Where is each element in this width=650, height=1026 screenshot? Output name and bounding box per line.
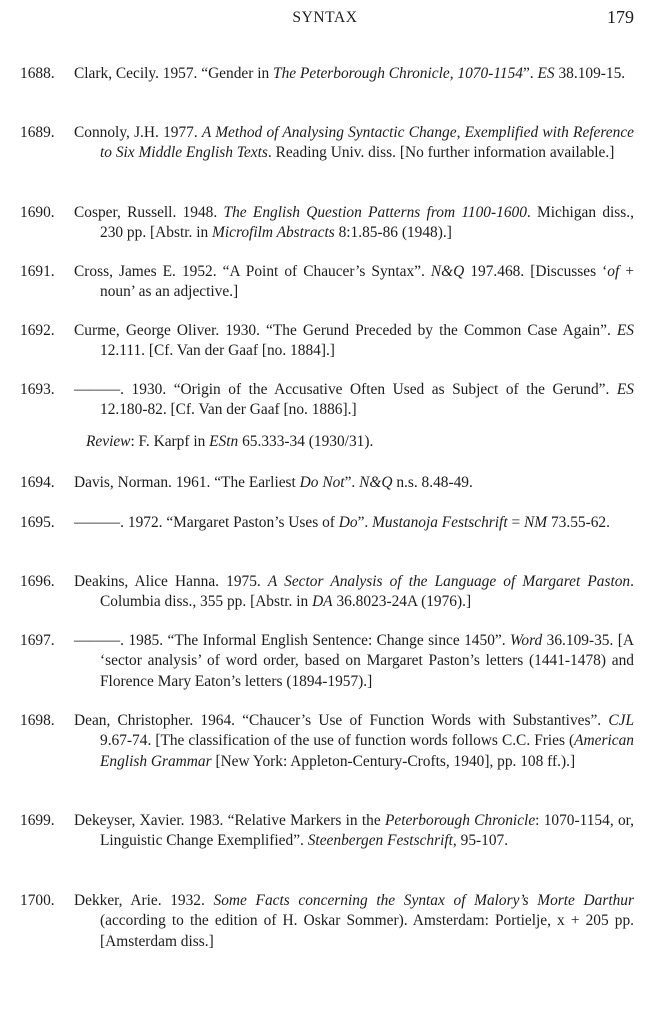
entry-text xyxy=(74,321,634,362)
text-segment: Dekeyser, Xavier. 1983. “Relative Markers in the xyxy=(74,812,385,829)
italic-text-segment: EStn xyxy=(209,433,239,450)
entry-number: 1693. xyxy=(20,381,55,398)
text-segment: : F. Karpf in xyxy=(130,433,210,450)
entry-number: 1689. xyxy=(20,124,55,141)
italic-text-segment: of xyxy=(607,263,620,280)
text-segment: Clark, Cecily. 1957. “Gender in xyxy=(74,65,274,82)
text-segment: n.s. 8.48-49. xyxy=(392,474,473,491)
text-segment: 197.468. [Discusses ‘ xyxy=(464,263,608,280)
text-segment: . Michigan diss., 230 pp. [Abstr. in xyxy=(100,204,634,242)
entry-number: 1694. xyxy=(20,474,55,491)
text-segment: Dean, Christopher. 1964. “Chaucer’s Use of Function Words with Substantives”. xyxy=(74,712,609,729)
entry-text xyxy=(74,64,634,84)
text-segment: 12.111. [Cf. Van der Gaaf [no. 1884].] xyxy=(100,342,335,360)
entry-text xyxy=(74,473,634,493)
entry-text xyxy=(74,123,634,164)
entry-text xyxy=(74,513,634,533)
italic-text-segment: Review xyxy=(86,433,131,450)
italic-text-segment: ES xyxy=(616,322,634,339)
text-segment: Cosper, Russell. 1948. xyxy=(74,204,224,221)
italic-text-segment: CJL xyxy=(608,712,634,729)
entry-text xyxy=(74,631,634,692)
italic-text-segment: The English Question Patterns from 1100-1600 xyxy=(223,204,527,221)
page-number: 179 xyxy=(607,7,634,27)
entry-number: 1700. xyxy=(20,892,55,909)
text-segment: 36.109-35. [A ‘sector analysis’ of word order, based on Margaret Paston’s letters (1441-1478) and Florence Mary Eaton’s letters (1894-1957).] xyxy=(100,632,634,690)
italic-text-segment: N&Q xyxy=(430,263,465,280)
text-segment: Davis, Norman. 1961. “The Earliest xyxy=(74,474,300,491)
italic-text-segment: Some Facts concerning the Syntax of Malory’s Morte Darthur xyxy=(213,892,634,909)
text-segment: ———. 1972. “Margaret Paston’s Uses of xyxy=(74,514,339,531)
page-header xyxy=(0,8,650,32)
italic-text-segment: DA xyxy=(312,593,333,611)
text-segment: (according to the edition of H. Oskar Sommer). Amsterdam: Portielje, x + 205 pp. [Amsterdam diss.] xyxy=(100,912,634,950)
text-segment: Dekker, Arie. 1932. xyxy=(74,892,214,909)
text-segment: 8:1.85-86 (1948).] xyxy=(334,224,452,242)
running-head: SYNTAX xyxy=(292,9,358,26)
text-segment: = xyxy=(507,514,525,531)
entry-number: 1696. xyxy=(20,573,55,590)
italic-text-segment: ES xyxy=(616,381,634,398)
italic-text-segment: Steenbergen Festschrift xyxy=(307,832,453,850)
entry-number: 1697. xyxy=(20,632,55,649)
text-segment: . Columbia diss., 355 pp. [Abstr. in xyxy=(100,573,634,611)
italic-text-segment: A Method of Analysing Syntactic Change, Exemplified with Reference to Six Middle English Texts xyxy=(100,124,634,162)
text-segment: Connoly, J.H. 1977. xyxy=(74,124,202,141)
italic-text-segment: A Sector Analysis of the Language of Margaret Paston xyxy=(267,573,631,590)
entry-text xyxy=(74,572,634,613)
italic-text-segment: NM xyxy=(524,514,548,531)
text-segment: : 1070-1154, or, Linguistic Change Exemplified”. xyxy=(100,812,635,850)
entry-number: 1692. xyxy=(20,322,55,339)
text-segment: ———. 1985. “The Informal English Sentence: Change since 1450”. xyxy=(74,632,510,649)
entry-text xyxy=(74,262,634,303)
text-segment: , 95-107. xyxy=(452,832,509,850)
italic-text-segment: American English Grammar xyxy=(100,732,634,770)
italic-text-segment: The Peterborough Chronicle, 1070-1154 xyxy=(273,65,523,82)
text-segment: ———. 1930. “Origin of the Accusative Often Used as Subject of the Gerund”. xyxy=(74,381,617,398)
text-segment: 65.333-34 (1930/31). xyxy=(238,433,374,450)
italic-text-segment: Microfilm Abstracts xyxy=(212,224,335,242)
italic-text-segment: N&Q xyxy=(359,474,393,491)
text-segment: 12.180-82. [Cf. Van der Gaaf [no. 1886].] xyxy=(100,401,357,419)
entry-number: 1695. xyxy=(20,514,55,531)
italic-text-segment: Mustanoja Festschrift xyxy=(372,514,508,531)
italic-text-segment: Word xyxy=(510,632,543,649)
text-segment: [New York: Appleton-Century-Crofts, 1940], pp. 108 ff.).] xyxy=(211,752,576,770)
entry-text xyxy=(74,203,634,244)
text-segment: + noun’ as an adjective.] xyxy=(100,263,635,301)
italic-text-segment: Peterborough Chronicle xyxy=(384,812,536,829)
italic-text-segment: ES xyxy=(537,65,555,82)
text-segment: Deakins, Alice Hanna. 1975. xyxy=(74,573,268,590)
entry-text xyxy=(74,811,634,852)
entry-text xyxy=(74,711,634,772)
text-segment: ”. xyxy=(357,514,373,531)
text-segment: ”. xyxy=(344,474,360,491)
entry-number: 1690. xyxy=(20,204,55,221)
entry-number: 1698. xyxy=(20,712,55,729)
review-text xyxy=(86,432,646,452)
text-segment: ”. xyxy=(522,65,538,82)
entry-text xyxy=(74,380,634,421)
italic-text-segment: Do xyxy=(338,514,358,531)
italic-text-segment: Do Not xyxy=(299,474,345,491)
text-segment: 73.55-62. xyxy=(547,514,610,531)
entry-number: 1688. xyxy=(20,65,55,82)
text-segment: . Reading Univ. diss. [No further information available.] xyxy=(267,144,615,162)
text-segment: Cross, James E. 1952. “A Point of Chaucer’s Syntax”. xyxy=(74,263,431,280)
text-segment: 38.109-15. xyxy=(554,65,626,82)
text-segment: 9.67-74. [The classification of the use of function words follows C.C. Fries ( xyxy=(100,732,575,750)
entry-number: 1699. xyxy=(20,812,55,829)
text-segment: Curme, George Oliver. 1930. “The Gerund Preceded by the Common Case Again”. xyxy=(74,322,617,339)
text-segment: 36.8023-24A (1976).] xyxy=(332,593,472,611)
entry-number: 1691. xyxy=(20,263,55,280)
entry-text xyxy=(74,891,634,952)
